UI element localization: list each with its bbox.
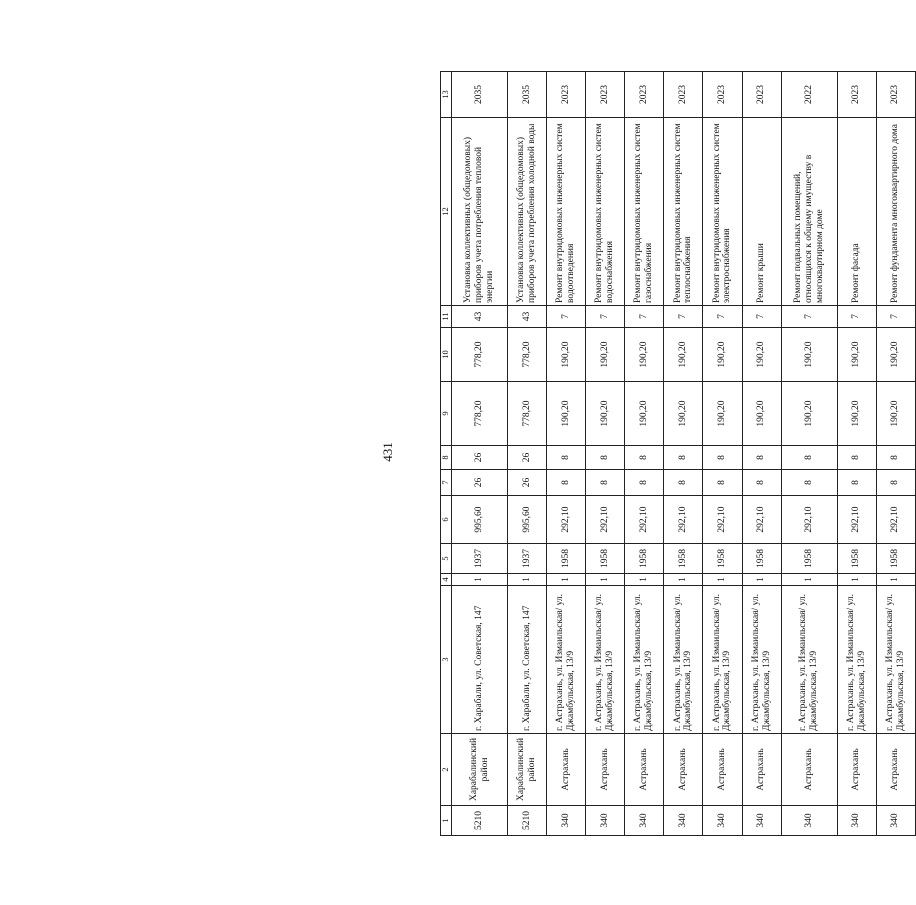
table-cell: 1958 [742, 544, 781, 574]
table-cell: Харабалинский район [452, 734, 508, 806]
table-row [781, 72, 837, 836]
column-number: 3 [441, 586, 452, 734]
table-cell: 2023 [742, 72, 781, 118]
table-cell: 190,20 [586, 328, 625, 382]
table-cell: 2023 [664, 72, 703, 118]
table-cell: 7 [742, 306, 781, 328]
table-cell: Ремонт фасада [837, 118, 876, 306]
table-cell: 190,20 [664, 382, 703, 446]
table-cell: 340 [625, 806, 664, 836]
table-cell: 7 [586, 306, 625, 328]
table-cell: 190,20 [625, 382, 664, 446]
table-cell: 340 [703, 806, 742, 836]
table-cell: 8 [742, 446, 781, 470]
table-cell: 8 [876, 470, 915, 496]
table-cell: 190,20 [876, 382, 915, 446]
column-number: 10 [441, 328, 452, 382]
table-cell: 7 [876, 306, 915, 328]
table-cell: 8 [742, 470, 781, 496]
table-cell: 8 [664, 470, 703, 496]
table-cell: г. Астрахань, ул. Измаильская/ ул. Джамбульская, 13/9 [664, 586, 703, 734]
table-cell: 340 [664, 806, 703, 836]
table-cell: 1958 [703, 544, 742, 574]
table-cell: Астрахань [586, 734, 625, 806]
table-cell: 292,10 [781, 496, 837, 544]
table-cell: 2023 [547, 72, 586, 118]
table-cell: 1937 [452, 544, 508, 574]
table-cell: 1 [508, 574, 547, 586]
table-cell: 26 [508, 446, 547, 470]
table-cell: г. Харабали, ул. Советская, 147 [452, 586, 508, 734]
table-cell: г. Астрахань, ул. Измаильская/ ул. Джамбульская, 13/9 [703, 586, 742, 734]
table-cell: 43 [508, 306, 547, 328]
column-number: 12 [441, 118, 452, 306]
table-cell: Харабалинский район [508, 734, 547, 806]
table-cell: Ремонт внутридомовых инженерных систем водоснабжения [586, 118, 625, 306]
table-cell: Установка коллективных (общедомовых) приборов учета потребления тепловой энергии [452, 118, 508, 306]
table-cell: Установка коллективных (общедомовых) приборов учета потребления холодной воды [508, 118, 547, 306]
table-cell: 7 [837, 306, 876, 328]
table-cell: 778,20 [508, 328, 547, 382]
table-cell: 190,20 [781, 328, 837, 382]
table-cell: 26 [452, 470, 508, 496]
table-cell: 1 [876, 574, 915, 586]
table-cell: 292,10 [742, 496, 781, 544]
table-cell: Астрахань [837, 734, 876, 806]
table-cell: 340 [876, 806, 915, 836]
table-cell: Астрахань [876, 734, 915, 806]
table-cell: Ремонт фундамента многоквартирного дома [876, 118, 915, 306]
table-cell: 1 [781, 574, 837, 586]
table-cell: г. Харабали, ул. Советская, 147 [508, 586, 547, 734]
table-cell: г. Астрахань, ул. Измаильская/ ул. Джамбульская, 13/9 [742, 586, 781, 734]
column-number: 9 [441, 382, 452, 446]
table-cell: 190,20 [837, 328, 876, 382]
table-cell: 8 [703, 446, 742, 470]
table-cell: Ремонт подвальных помещений, относящихся к общему имуществу в многоквартирном доме [781, 118, 837, 306]
table-cell: 190,20 [837, 382, 876, 446]
table-row [508, 72, 547, 836]
table-cell: 292,10 [547, 496, 586, 544]
table-cell: 190,20 [586, 382, 625, 446]
table-cell: 2023 [703, 72, 742, 118]
table-cell: 7 [664, 306, 703, 328]
table-cell: 1958 [664, 544, 703, 574]
table-cell: 292,10 [703, 496, 742, 544]
table-cell: 26 [508, 470, 547, 496]
table-cell: 8 [625, 446, 664, 470]
table-cell: Ремонт внутридомовых инженерных систем электроснабжения [703, 118, 742, 306]
table-cell: 292,10 [625, 496, 664, 544]
table-cell: 8 [586, 446, 625, 470]
table-cell: 8 [586, 470, 625, 496]
table-cell: 2023 [837, 72, 876, 118]
table-cell: 190,20 [876, 328, 915, 382]
table-cell: 292,10 [586, 496, 625, 544]
table-cell: 190,20 [781, 382, 837, 446]
table-cell: 778,20 [508, 382, 547, 446]
table-cell: 8 [781, 446, 837, 470]
table-cell: 7 [703, 306, 742, 328]
table-cell: 340 [547, 806, 586, 836]
table-row [703, 72, 742, 836]
table-cell: 8 [625, 470, 664, 496]
table-cell: г. Астрахань, ул. Измаильская/ ул. Джамбульская, 13/9 [586, 586, 625, 734]
table-cell: 190,20 [625, 328, 664, 382]
table-cell: Астрахань [742, 734, 781, 806]
column-number: 13 [441, 72, 452, 118]
table-cell: 1958 [547, 544, 586, 574]
table-cell: 2023 [876, 72, 915, 118]
table-cell: 778,20 [452, 328, 508, 382]
column-number: 11 [441, 306, 452, 328]
table-cell: 8 [876, 446, 915, 470]
table-cell: 1958 [837, 544, 876, 574]
table-cell: Ремонт внутридомовых инженерных систем водоотведения [547, 118, 586, 306]
table-cell: Астрахань [781, 734, 837, 806]
table-cell: 7 [625, 306, 664, 328]
table-cell: 7 [547, 306, 586, 328]
table-cell: 7 [781, 306, 837, 328]
table-row [547, 72, 586, 836]
table-cell: 2023 [586, 72, 625, 118]
table-cell: Астрахань [625, 734, 664, 806]
repair-schedule-table [440, 71, 916, 836]
column-number: 6 [441, 496, 452, 544]
table-cell: г. Астрахань, ул. Измаильская/ ул. Джамбульская, 13/9 [625, 586, 664, 734]
table-cell: 8 [703, 470, 742, 496]
table-cell: 1 [547, 574, 586, 586]
table-cell: 8 [837, 470, 876, 496]
table-cell: 292,10 [664, 496, 703, 544]
table-cell: Астрахань [703, 734, 742, 806]
table-cell: 190,20 [664, 328, 703, 382]
table-cell: 8 [547, 470, 586, 496]
table-cell: 190,20 [703, 382, 742, 446]
table-cell: 995,60 [508, 496, 547, 544]
table-cell: 1 [742, 574, 781, 586]
table-cell: 2035 [452, 72, 508, 118]
table-cell: Ремонт крыши [742, 118, 781, 306]
table-cell: 190,20 [547, 328, 586, 382]
table-cell: г. Астрахань, ул. Измаильская/ ул. Джамбульская, 13/9 [547, 586, 586, 734]
table-cell: 1 [452, 574, 508, 586]
table-cell: Ремонт внутридомовых инженерных систем теплоснабжения [664, 118, 703, 306]
table-row [876, 72, 915, 836]
column-number: 2 [441, 734, 452, 806]
rotated-table-container [440, 72, 916, 836]
table-cell: 1958 [781, 544, 837, 574]
table-row [586, 72, 625, 836]
column-number: 5 [441, 544, 452, 574]
table-cell: 292,10 [837, 496, 876, 544]
table-cell: 5210 [508, 806, 547, 836]
table-cell: 8 [781, 470, 837, 496]
table-cell: 1958 [586, 544, 625, 574]
table-cell: 995,60 [452, 496, 508, 544]
table-cell: 340 [837, 806, 876, 836]
table-cell: 5210 [452, 806, 508, 836]
table-cell: 1937 [508, 544, 547, 574]
table-cell: 190,20 [547, 382, 586, 446]
table-cell: 292,10 [876, 496, 915, 544]
table-cell: 2022 [781, 72, 837, 118]
table-cell: 2023 [625, 72, 664, 118]
table-cell: 340 [586, 806, 625, 836]
table-cell: 8 [547, 446, 586, 470]
table-cell: г. Астрахань, ул. Измаильская/ ул. Джамбульская, 13/9 [781, 586, 837, 734]
table-cell: 1 [664, 574, 703, 586]
table-cell: 1958 [876, 544, 915, 574]
header-row [441, 72, 452, 836]
column-number: 4 [441, 574, 452, 586]
table-cell: 1 [837, 574, 876, 586]
table-cell: 778,20 [452, 382, 508, 446]
table-row [664, 72, 703, 836]
table-cell: 340 [742, 806, 781, 836]
table-cell: г. Астрахань, ул. Измаильская/ ул. Джамбульская, 13/9 [876, 586, 915, 734]
column-number: 1 [441, 806, 452, 836]
table-cell: 8 [664, 446, 703, 470]
table-cell: 8 [837, 446, 876, 470]
table-row [837, 72, 876, 836]
table-cell: 1958 [625, 544, 664, 574]
table-cell: Ремонт внутридомовых инженерных систем газоснабжения [625, 118, 664, 306]
table-cell: 43 [452, 306, 508, 328]
table-cell: Астрахань [547, 734, 586, 806]
table-cell: 190,20 [703, 328, 742, 382]
table-row [742, 72, 781, 836]
table-cell: 1 [703, 574, 742, 586]
table-row [625, 72, 664, 836]
page-number: 431 [380, 442, 395, 462]
column-number: 7 [441, 470, 452, 496]
table-cell: 1 [625, 574, 664, 586]
table-cell: г. Астрахань, ул. Измаильская/ ул. Джамбульская, 13/9 [837, 586, 876, 734]
table-cell: 2035 [508, 72, 547, 118]
table-cell: 190,20 [742, 328, 781, 382]
table-cell: 190,20 [742, 382, 781, 446]
table-cell: 26 [452, 446, 508, 470]
table-cell: 1 [586, 574, 625, 586]
table-cell: Астрахань [664, 734, 703, 806]
column-number: 8 [441, 446, 452, 470]
table-cell: 340 [781, 806, 837, 836]
table-row [452, 72, 508, 836]
